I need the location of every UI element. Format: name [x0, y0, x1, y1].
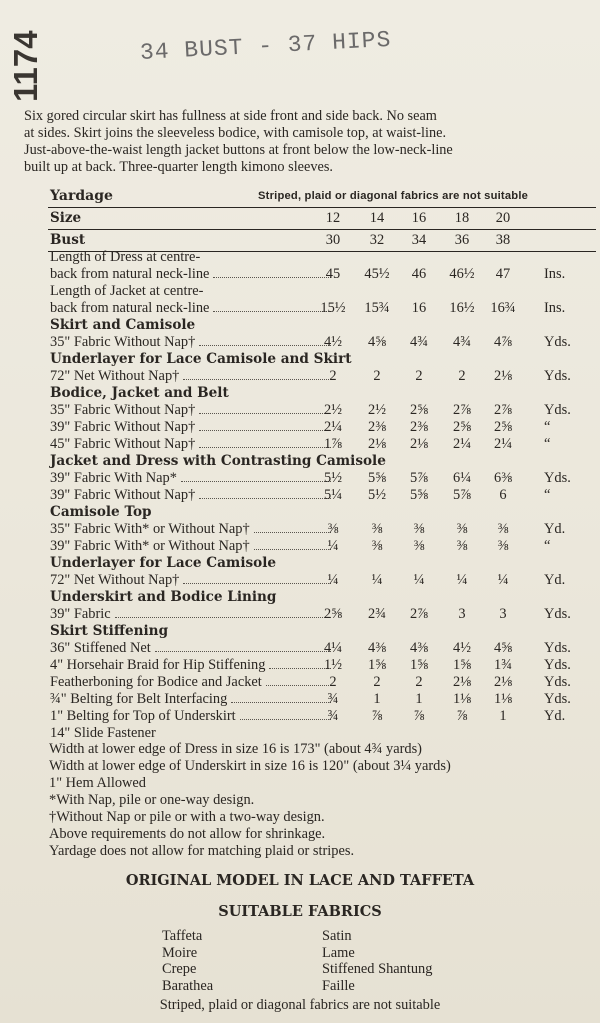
yardage-value: ⅜ — [413, 521, 425, 537]
suitable-fabrics-heading: SUITABLE FABRICS — [218, 903, 382, 920]
section-heading: Jacket and Dress with Contrasting Camisole — [50, 453, 386, 469]
description-line: Six gored circular skirt has fullness at side front and side back. No seam — [24, 108, 437, 124]
section-heading-row — [48, 351, 596, 368]
yardage-row — [48, 368, 596, 385]
yardage-value: 2 — [458, 368, 466, 384]
note-line: Width at lower edge of Underskirt in size 16 is 120" (about 3¼ yards) — [49, 758, 451, 774]
row-label: 39" Fabric With Nap* — [50, 470, 177, 486]
leader-dots — [199, 447, 331, 448]
yardage-value: 5⅞ — [453, 487, 471, 503]
yardage-value: 2¼ — [453, 436, 471, 452]
yardage-header-note: Striped, plaid or diagonal fabrics are not suitable — [258, 190, 529, 202]
yardage-value: 2⅝ — [453, 419, 471, 435]
yardage-value: 2⅜ — [410, 419, 428, 435]
original-model-heading: ORIGINAL MODEL IN LACE AND TAFFETA — [125, 872, 475, 889]
yardage-row — [48, 674, 596, 691]
description-line: at sides. Skirt joins the sleeveless bodice, with camisole top, at waist-line. — [24, 125, 447, 141]
yardage-value: 1½ — [324, 657, 342, 673]
yardage-value: 2⅛ — [453, 674, 471, 690]
yardage-row — [48, 538, 596, 555]
yardage-value: 1¾ — [494, 657, 512, 673]
section-heading-row — [48, 504, 596, 521]
row-label: 39" Fabric With* or Without Nap† — [50, 538, 250, 554]
section-heading-row — [48, 623, 596, 640]
bust-label: Bust — [50, 232, 86, 248]
yardage-value: 2 — [415, 368, 423, 384]
yardage-value: 16 — [411, 300, 427, 316]
yardage-table-header — [48, 186, 596, 252]
yardage-value: 2⅝ — [410, 402, 428, 418]
yardage-value: ⅜ — [456, 538, 468, 554]
bust-value: 30 — [325, 232, 341, 248]
yardage-value: ⅞ — [456, 708, 468, 724]
note-line: Yardage does not allow for matching plaid or stripes. — [49, 843, 355, 859]
description-line: built up at back. Three-quarter length kimono sleeves. — [24, 159, 334, 175]
yardage-value: 1 — [373, 691, 381, 707]
yardage-value: 3 — [458, 606, 466, 622]
yardage-value: 4⅜ — [368, 640, 386, 656]
row-label: 39" Fabric Without Nap† — [50, 487, 196, 503]
fabric-item: Barathea — [162, 977, 214, 994]
yardage-value: 2⅞ — [410, 606, 428, 622]
yardage-value: 15½ — [320, 300, 346, 316]
unit-label: Yd. — [544, 572, 566, 588]
yardage-value: 4¼ — [324, 640, 342, 656]
yardage-value: 2 — [415, 674, 423, 690]
yardage-value: 2½ — [368, 402, 386, 418]
yardage-value: 5⅝ — [368, 470, 386, 486]
size-label: Size — [50, 210, 82, 226]
yardage-value: 1⅛ — [494, 691, 512, 707]
leader-dots — [213, 311, 331, 312]
unit-label: “ — [544, 487, 551, 503]
yardage-value: 5¼ — [324, 487, 342, 503]
yardage-value: 2⅝ — [324, 606, 342, 622]
yardage-value: 2¼ — [494, 436, 512, 452]
row-label: 72" Net Without Nap† — [50, 572, 180, 588]
yardage-value: ¼ — [413, 572, 425, 588]
yardage-value: 16½ — [449, 300, 475, 316]
yardage-value: 16¾ — [490, 300, 516, 316]
section-heading: Underskirt and Bodice Lining — [50, 589, 277, 605]
fabric-item: Satin — [322, 928, 352, 944]
leader-dots — [183, 379, 331, 380]
row-label: 36" Stiffened Net — [50, 640, 151, 656]
yardage-row — [48, 419, 596, 436]
yardage-value: ⅜ — [371, 538, 383, 554]
yardage-value: ⅜ — [371, 521, 383, 537]
size-row — [48, 207, 596, 229]
yardage-value: 2 — [329, 674, 337, 690]
leader-dots — [115, 617, 331, 618]
yardage-title-row — [48, 186, 596, 207]
yardage-value: 47 — [495, 266, 511, 282]
bust-value: 32 — [369, 232, 385, 248]
note-line: 1" Hem Allowed — [49, 775, 147, 791]
row-label: Featherboning for Bodice and Jacket — [50, 674, 262, 690]
bust-value: 34 — [411, 232, 427, 248]
unit-label: “ — [544, 419, 551, 435]
yardage-value: ⅞ — [371, 708, 383, 724]
leader-dots — [183, 583, 331, 584]
size-value: 12 — [325, 210, 341, 226]
yardage-row — [48, 402, 596, 419]
yardage-value: 1⅛ — [453, 691, 471, 707]
yardage-value: 2⅛ — [494, 674, 512, 690]
yardage-value: ¾ — [327, 691, 339, 707]
section-heading-row — [48, 589, 596, 606]
yardage-value: ¼ — [456, 572, 468, 588]
size-value: 20 — [495, 210, 511, 226]
yardage-value: 2¼ — [324, 419, 342, 435]
yardage-row — [48, 436, 596, 453]
leader-dots — [199, 413, 331, 414]
yardage-value: 2⅛ — [368, 436, 386, 452]
leader-dots — [199, 345, 331, 346]
yardage-row — [48, 657, 596, 674]
bust-value: 38 — [495, 232, 511, 248]
yardage-row — [48, 300, 596, 317]
unit-label: Yds. — [544, 640, 571, 656]
leader-dots — [199, 430, 331, 431]
yardage-value: 2⅝ — [494, 419, 512, 435]
unit-label: Yds. — [544, 368, 571, 384]
yardage-row — [48, 249, 596, 266]
note-line: *With Nap, pile or one-way design. — [49, 792, 255, 808]
section-heading-row — [48, 385, 596, 402]
yardage-row — [48, 708, 596, 725]
yardage-value: ⅜ — [327, 521, 339, 537]
yardage-value: 2¾ — [368, 606, 386, 622]
fabric-item: Stiffened Shantung — [322, 961, 433, 977]
yardage-value: 1⅞ — [324, 436, 342, 452]
yardage-row — [48, 487, 596, 504]
row-label: Length of Dress at centre- — [50, 249, 201, 265]
fabric-item: Moire — [162, 944, 198, 961]
yardage-rows — [48, 249, 596, 742]
section-heading: Underlayer for Lace Camisole and Skirt — [50, 351, 352, 367]
row-label: 35" Fabric Without Nap† — [50, 402, 196, 418]
yardage-value: 4½ — [324, 334, 342, 350]
yardage-value: ¼ — [371, 572, 383, 588]
yardage-value: 45 — [325, 266, 341, 282]
unit-label: Yds. — [544, 606, 571, 622]
yardage-value: 1⅝ — [453, 657, 471, 673]
yardage-value: ¼ — [327, 538, 339, 554]
row-label: 35" Fabric Without Nap† — [50, 334, 196, 350]
row-label: 72" Net Without Nap† — [50, 368, 180, 384]
yardage-row — [48, 606, 596, 623]
yardage-row — [48, 640, 596, 657]
fabric-item: Taffeta — [162, 928, 203, 944]
row-label: 39" Fabric Without Nap† — [50, 419, 196, 435]
yardage-value: 2⅞ — [453, 402, 471, 418]
yardage-value: 4⅝ — [494, 640, 512, 656]
yardage-value: 4⅜ — [410, 640, 428, 656]
yardage-value: 5½ — [368, 487, 386, 503]
notes — [49, 741, 451, 860]
unit-label: Yds. — [544, 470, 571, 486]
yardage-value: 4¾ — [453, 334, 471, 350]
unit-label: Yd. — [544, 521, 566, 537]
pattern-number: 1174 — [7, 30, 44, 102]
size-value: 18 — [454, 210, 470, 226]
note-line: †Without Nap or pile or with a two-way design. — [49, 809, 325, 825]
yardage-value: 2⅛ — [494, 368, 512, 384]
unit-label: Ins. — [544, 266, 566, 282]
description — [24, 108, 600, 176]
yardage-value: 2⅛ — [410, 436, 428, 452]
unit-label: Yds. — [544, 674, 571, 690]
section-heading: Camisole Top — [50, 504, 152, 520]
yardage-value: ⅜ — [497, 521, 509, 537]
yardage-value: 5⅞ — [410, 470, 428, 486]
yardage-value: ⅜ — [456, 521, 468, 537]
bust-value: 36 — [454, 232, 470, 248]
yardage-value: 1 — [415, 691, 423, 707]
section-heading-row — [48, 317, 596, 334]
yardage-value: 2 — [373, 368, 381, 384]
yardage-row — [48, 334, 596, 351]
yardage-value: 6 — [499, 487, 507, 503]
unit-label: Yds. — [544, 402, 571, 418]
section-heading: Underlayer for Lace Camisole — [50, 555, 277, 571]
yardage-title: Yardage — [50, 188, 113, 204]
yardage-row — [48, 266, 596, 283]
yardage-value: 5⅝ — [410, 487, 428, 503]
yardage-value: 6⅜ — [494, 470, 512, 486]
yardage-value: ⅜ — [413, 538, 425, 554]
yardage-value: 4⅞ — [494, 334, 512, 350]
yardage-value: 4¾ — [410, 334, 428, 350]
row-label: Length of Jacket at centre- — [50, 283, 204, 299]
yardage-value: ¼ — [497, 572, 509, 588]
unit-label: Yds. — [544, 334, 571, 350]
description-line: Just-above-the-waist length jacket buttons at front below the low-neck-line — [24, 142, 453, 158]
leader-dots — [155, 651, 331, 652]
fabric-item: Lame — [322, 944, 355, 961]
yardage-value: 6¼ — [453, 470, 471, 486]
yardage-value: 1 — [499, 708, 507, 724]
unit-label: “ — [544, 436, 551, 452]
yardage-value: 2 — [373, 674, 381, 690]
yardage-row — [48, 572, 596, 589]
fabrics-right-column — [322, 928, 432, 994]
section-heading: Skirt Stiffening — [50, 623, 169, 639]
yardage-value: 5½ — [324, 470, 342, 486]
section-heading-row — [48, 453, 596, 470]
yardage-value: 46½ — [449, 266, 475, 282]
unit-label: Ins. — [544, 300, 566, 316]
yardage-row — [48, 691, 596, 708]
yardage-value: ⅜ — [497, 538, 509, 554]
section-heading: Skirt and Camisole — [50, 317, 196, 333]
leader-dots — [213, 277, 331, 278]
row-label: 39" Fabric — [50, 606, 111, 622]
leader-dots — [181, 481, 331, 482]
yardage-row — [48, 725, 596, 742]
yardage-value: 46 — [411, 266, 427, 282]
unit-label: Yds. — [544, 691, 571, 707]
fabrics-left-column — [162, 928, 213, 994]
note-line: Above requirements do not allow for shrinkage. — [49, 826, 326, 842]
fabric-item: Crepe — [162, 961, 197, 977]
yardage-value: 2⅞ — [494, 402, 512, 418]
yardage-value: 2½ — [324, 402, 342, 418]
size-value: 16 — [411, 210, 427, 226]
note-line: Width at lower edge of Dress in size 16 is 173" (about 4¾ yards) — [49, 741, 422, 757]
yardage-value: 2 — [329, 368, 337, 384]
size-value: 14 — [369, 210, 385, 226]
row-label: 35" Fabric With* or Without Nap† — [50, 521, 250, 537]
row-label: ¾" Belting for Belt Interfacing — [50, 691, 228, 707]
yardage-value: 1⅝ — [410, 657, 428, 673]
row-label: back from natural neck-line — [50, 266, 210, 282]
row-label: 14" Slide Fastener — [50, 725, 156, 741]
section-heading-row — [48, 555, 596, 572]
row-label: 1" Belting for Top of Underskirt — [50, 708, 236, 724]
yardage-value: ¾ — [327, 708, 339, 724]
yardage-row — [48, 521, 596, 538]
yardage-row — [48, 283, 596, 300]
yardage-value: 4⅝ — [368, 334, 386, 350]
row-label: back from natural neck-line — [50, 300, 210, 316]
unit-label: “ — [544, 538, 551, 554]
row-label: 4" Horsehair Braid for Hip Stiffening — [50, 657, 266, 673]
yardage-value: 1⅝ — [368, 657, 386, 673]
yardage-row — [48, 470, 596, 487]
yardage-value: 45½ — [364, 266, 390, 282]
yardage-value: ¼ — [327, 572, 339, 588]
unit-label: Yd. — [544, 708, 566, 724]
row-label: 45" Fabric Without Nap† — [50, 436, 196, 452]
yardage-value: ⅞ — [413, 708, 425, 724]
yardage-value: 15¾ — [364, 300, 390, 316]
unit-label: Yds. — [544, 657, 571, 673]
section-heading: Bodice, Jacket and Belt — [50, 385, 229, 401]
fabric-item: Faille — [322, 977, 355, 994]
bottom-note: Striped, plaid or diagonal fabrics are not suitable — [159, 997, 441, 1013]
yardage-value: 4½ — [453, 640, 471, 656]
yardage-value: 3 — [499, 606, 507, 622]
size-stamp: 34 BUST - 37 HIPS — [139, 26, 392, 66]
yardage-value: 2⅜ — [368, 419, 386, 435]
leader-dots — [199, 498, 331, 499]
